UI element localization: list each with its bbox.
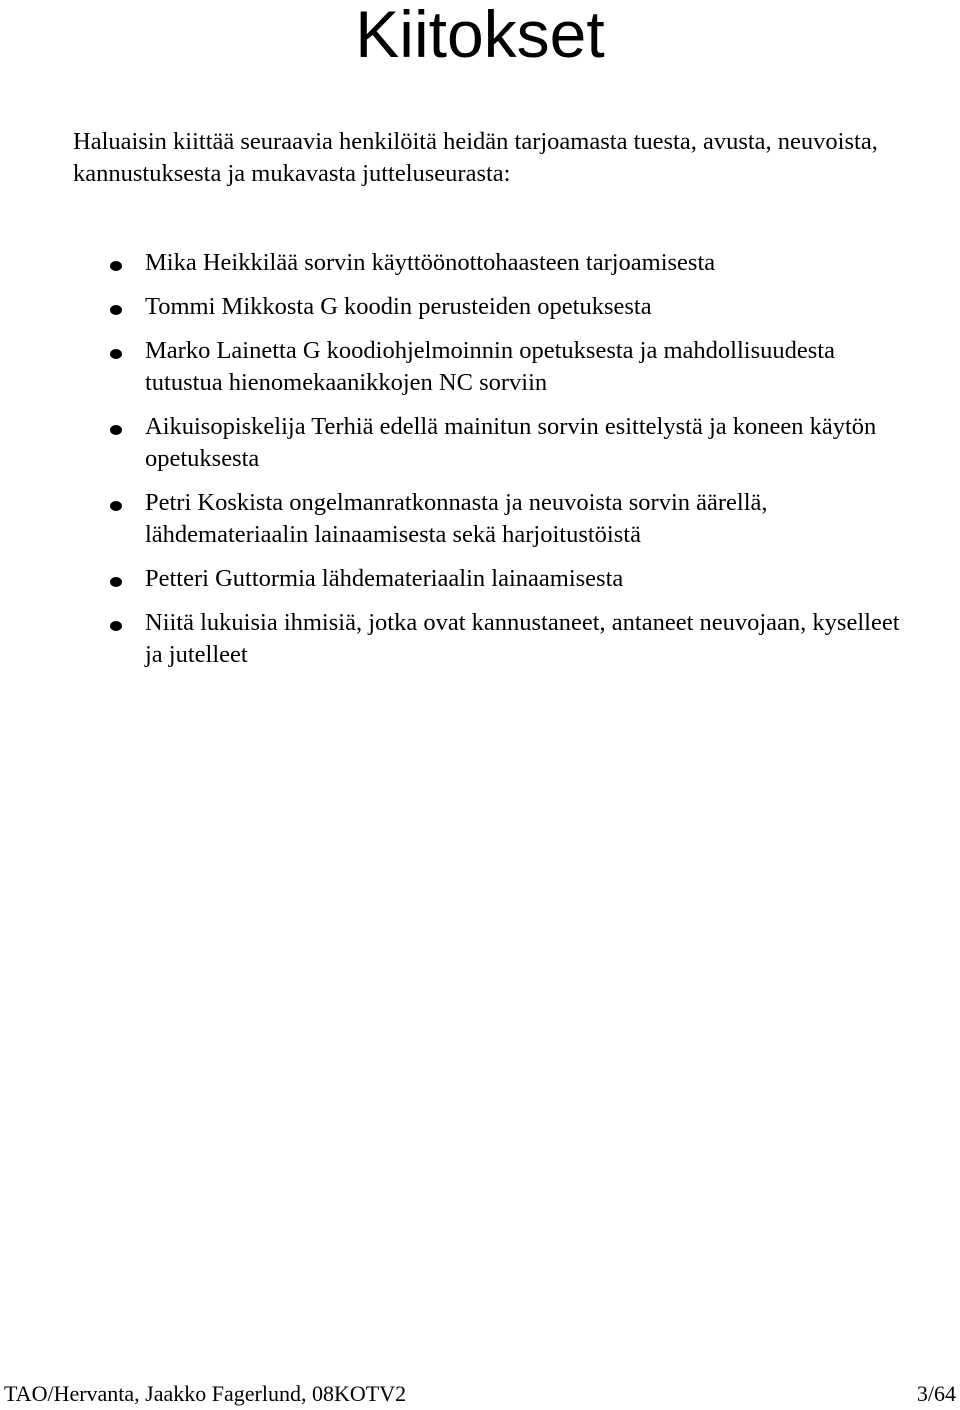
list-item xyxy=(0,411,915,475)
list-item xyxy=(0,291,915,323)
bullet-icon xyxy=(110,501,122,511)
list-item-text: Marko Lainetta G koodiohjelmoinnin opetuksesta ja mahdollisuudesta tutustua hienomekaanikkojen NC sorviin xyxy=(145,337,835,396)
list-item xyxy=(0,247,915,279)
bullet-icon xyxy=(110,621,122,631)
bullet-icon xyxy=(110,577,122,587)
list-item-text: Mika Heikkilää sorvin käyttöönottohaasteen tarjoamisesta xyxy=(145,249,716,276)
list-item xyxy=(0,563,915,595)
bullet-icon xyxy=(110,261,122,271)
list-item-text: Petri Koskista ongelmanratkonnasta ja neuvoista sorvin äärellä, lähdemateriaalin lainaamisesta sekä harjoitustöistä xyxy=(145,489,768,548)
bullet-icon xyxy=(110,305,122,315)
list-item-text: Niitä lukuisia ihmisiä, jotka ovat kannustaneet, antaneet neuvojaan, kyselleet ja jutelleet xyxy=(145,609,900,668)
bullet-icon xyxy=(110,425,122,435)
list-item-text: Aikuisopiskelija Terhiä edellä mainitun sorvin esittelystä ja koneen käytön opetuksesta xyxy=(145,413,877,472)
list-item-text: Tommi Mikkosta G koodin perusteiden opetuksesta xyxy=(145,293,652,320)
footer-page-number: 3/64 xyxy=(916,1381,956,1406)
footer-author: TAO/Hervanta, Jaakko Fagerlund, 08KOTV2 xyxy=(4,1381,407,1406)
acknowledgement-list xyxy=(0,247,960,683)
list-item xyxy=(0,335,915,399)
intro-paragraph: Haluaisin kiittää seuraavia henkilöitä heidän tarjoamasta tuesta, avusta, neuvoista, kannustuksesta ja mukavasta jutteluseurasta: xyxy=(73,128,878,187)
page-title: Kiitokset xyxy=(355,0,605,71)
bullet-icon xyxy=(110,349,122,359)
list-item-text: Petteri Guttormia lähdemateriaalin lainaamisesta xyxy=(145,565,624,592)
list-item xyxy=(0,607,915,671)
list-item xyxy=(0,487,915,551)
